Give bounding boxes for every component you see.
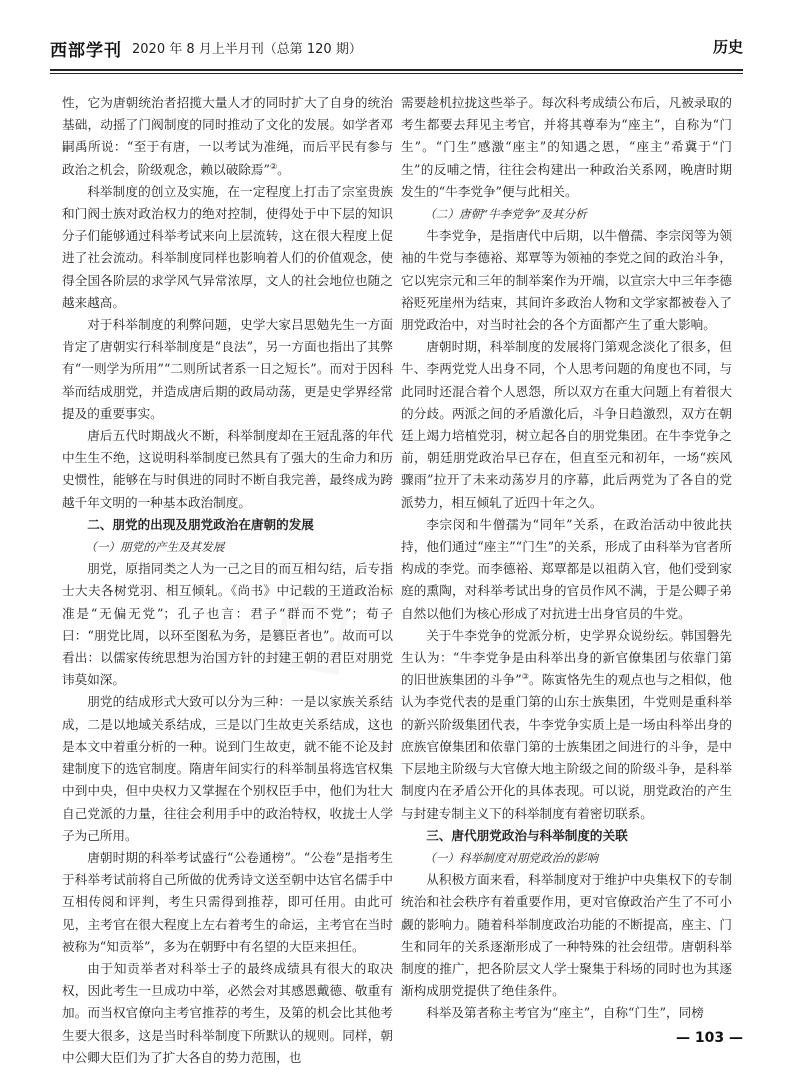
paragraph: 朋党，原指同类之人为一己之目的而互相勾结，后专指士大夫各树党羽、相互倾轧。《尚书》中记载的王道政治标准是“无偏无党”；孔子也言：君子“群而不党”；荀子曰：“朋党比周，以环至图私为务，是篡臣者也”。故而可以看出：以儒家传统思想为治国方针的封建王朝的君臣对朋党讳莫如深。 <box>62 561 393 688</box>
footnote-ref[interactable]: ② <box>269 161 278 171</box>
right-column <box>401 92 732 1025</box>
paragraph: 从积极方面来看，科举制度对于维护中央集权下的专制统治和社会秩序有着重要作用，更对官僚政治产生了不可小觑的影响力。随着科举制度政治功能的不断提高，座主、门生和同年的关系逐渐形成了一种特殊的社会纽带。唐朝科举制度的推广，把各阶层文人学士聚集于科场的同时也为其逐渐构成朋党提供了绝佳条件。 <box>401 872 732 999</box>
subsection-heading: （二）唐朝“牛李党争”及其分析 <box>424 207 587 222</box>
paragraph: 由于知贡举者对科举士子的最终成绩具有很大的取决权，因此考生一旦成功中举，必然会对其感恩戴德、敬重有加。而当权官僚向主考官推荐的考生，及第的机会比其他考生要大很多，这是当时科举制度下所默认的规则。同样，朝中公卿大臣们为了扩大各自的势力范围，也 <box>62 960 393 1065</box>
paragraph: 唐朝时期的科举考试盛行“公卷通榜”。“公卷”是指考生于科举考试前将自己所做的优秀诗文送至朝中达官名儒手中互相传阅和评判，考生只需得到推荐，即可任用。由此可见，主考官在很大程度上左右着考生的命运，主考官在当时被称为“知贡举”，多为在朝野中有名望的大臣来担任。 <box>62 849 393 954</box>
footnote-ref[interactable]: ③ <box>521 672 530 682</box>
paragraph: 对于科举制度的利弊问题，史学大家吕思勉先生一方面肯定了唐朝实行科举制度是“良法”，另一方面也指出了其弊有“一则学为所用”“二则所试者系一日之短长”。而对于因科举而结成朋党，并造成唐后期的政局动荡，更是史学界经常提及的重要事实。 <box>62 317 393 421</box>
header-rule-thick <box>50 69 743 71</box>
left-column <box>62 92 393 1069</box>
paragraph: 牛李党争，是指唐代中后期，以牛僧孺、李宗闵等为领袖的牛党与李德裕、郑覃等为领袖的李党之间的政治斗争，它以宪宗元和三年的制举案作为开端，以宣宗大中三年李德裕贬死崖州为结束，其间许多政治人物和文学家都被卷入了朋党政治中，对当时社会的各个方面都产生了重大影响。 <box>401 228 732 333</box>
paragraph: 朋党的结成形式大致可以分为三种：一是以家族关系结成，二是以地域关系结成，三是以门生故吏关系结成，这也是本文中着重分析的一种。说到门生故吏，就不能不论及封建制度下的选官制度。隋唐年间实行的科举制虽将选官权集中到中央，但中央权力又掌握在个别权臣手中，他们为壮大自己党派的力量，往往会利用手中的政治特权，收拢士人学子为己所用。 <box>62 694 393 843</box>
paragraph: 唐后五代时期战火不断，科举制度却在王冠乱落的年代中生生不绝，这说明科举制度已然具有了强大的生命力和历史惯性，能够在与时俱进的同时不断自我完善，最终成为跨越千年文明的一种基本政治制度。 <box>62 428 393 510</box>
paragraph: 李宗闵和牛僧孺为“同年”关系，在政治活动中彼此扶持，他们通过“座主”“门生”的关系，形成了由科举为官者所构成的李党。而李德裕、郑覃都是以祖荫入官，他们受到家庭的熏陶，对科举考试出身的官员作风不满，于是公卿子弟自然以他们为核心形成了对抗进士出身官员的牛党。 <box>401 516 732 621</box>
subsection-heading: （一）朋党的产生及其发展 <box>85 540 225 555</box>
section-heading: 二、朋党的出现及朋党政治在唐朝的发展 <box>87 516 314 532</box>
section-label: 历史 <box>712 38 743 56</box>
paragraph: 性，它为唐朝统治者招揽大量人才的同时扩大了自身的统治基础，动摇了门阀制度的同时推动了文化的发展。如学者邓嗣禹所说：“至于有唐，一以考试为准绳，而后平民有参与政治之机会，阶级观念，赖以破除焉”②。 <box>62 95 393 177</box>
paragraph: 科举制度的创立及实施，在一定程度上打击了宗室贵族和门阀士族对政治权力的绝对控制，使得处于中下层的知识分子们能够通过科举考试来向上层流转，这在很大程度上促进了社会流动。科举制度同样也影响着人们的价值观念，使得全国各阶层的求学风气异常浓厚，文人的社会地位也随之越来越高。 <box>62 183 393 310</box>
paragraph: 唐朝时期，科举制度的发展将门第观念淡化了很多，但牛、李两党党人出身不同，个人思考问题的角度也不同，与此同时还混合着个人恩怨，所以双方在重大问题上有着很大的分歧。两派之间的矛盾激化后，斗争日趋激烈，双方在朝廷上竭力培植党羽，树立起各自的朋党集团。在牛李党争之前，朝廷朋党政治早已存在，但直至元和初年，一场“疾风骤雨”拉开了未来动荡岁月的序幕，此后两党为了各自的党派势力，相互倾轧了近四十年之久。 <box>401 339 732 510</box>
paragraph: 关于牛李党争的党派分析，史学界众说纷纭。韩国磐先生认为：“牛李党争是由科举出身的新官僚集团与依靠门第的旧世族集团的斗争”③。陈寅恪先生的观点也与之相似，他认为李党代表的是重门第的山东士族集团，牛党则是重科举的新兴阶级集团代表，牛李党争实质上是一场由科举出身的庶族官僚集团和依靠门第的士族集团之间进行的斗争，是中下层地主阶级与大官僚大地主阶级之间的阶级斗争，是科举制度内在矛盾公开化的具体表现。可以说，朋党政治的产生与封建专制主义下的科举制度有着密切联系。 <box>401 627 733 821</box>
page-header <box>50 36 743 64</box>
header-rule-thin <box>50 73 743 74</box>
journal-logo: 西部学刊 <box>50 41 122 61</box>
subsection-heading: （一）科举制度对朋党政治的影响 <box>424 850 599 865</box>
issue-info: 2020 年 8 月上半月刊（总第 120 期） <box>132 42 362 57</box>
paragraph: 需要趁机拉拢这些举子。每次科考成绩公布后，凡被录取的考生都要去拜见主考官，并将其尊奉为“座主”，自称为“门生”。“门生”感激“座主”的知遇之恩，“座主”希冀于“门生”的反哺之情，往往会构建出一种政治关系网，晚唐时期发生的“牛李党争”便与此相关。 <box>401 95 732 199</box>
page-number: — 103 — <box>676 1030 743 1046</box>
paragraph: 科举及第者称主考官为“座主”，自称“门生”，同榜 <box>426 1005 704 1021</box>
section-heading: 三、唐代朋党政治与科举制度的关联 <box>426 827 628 843</box>
